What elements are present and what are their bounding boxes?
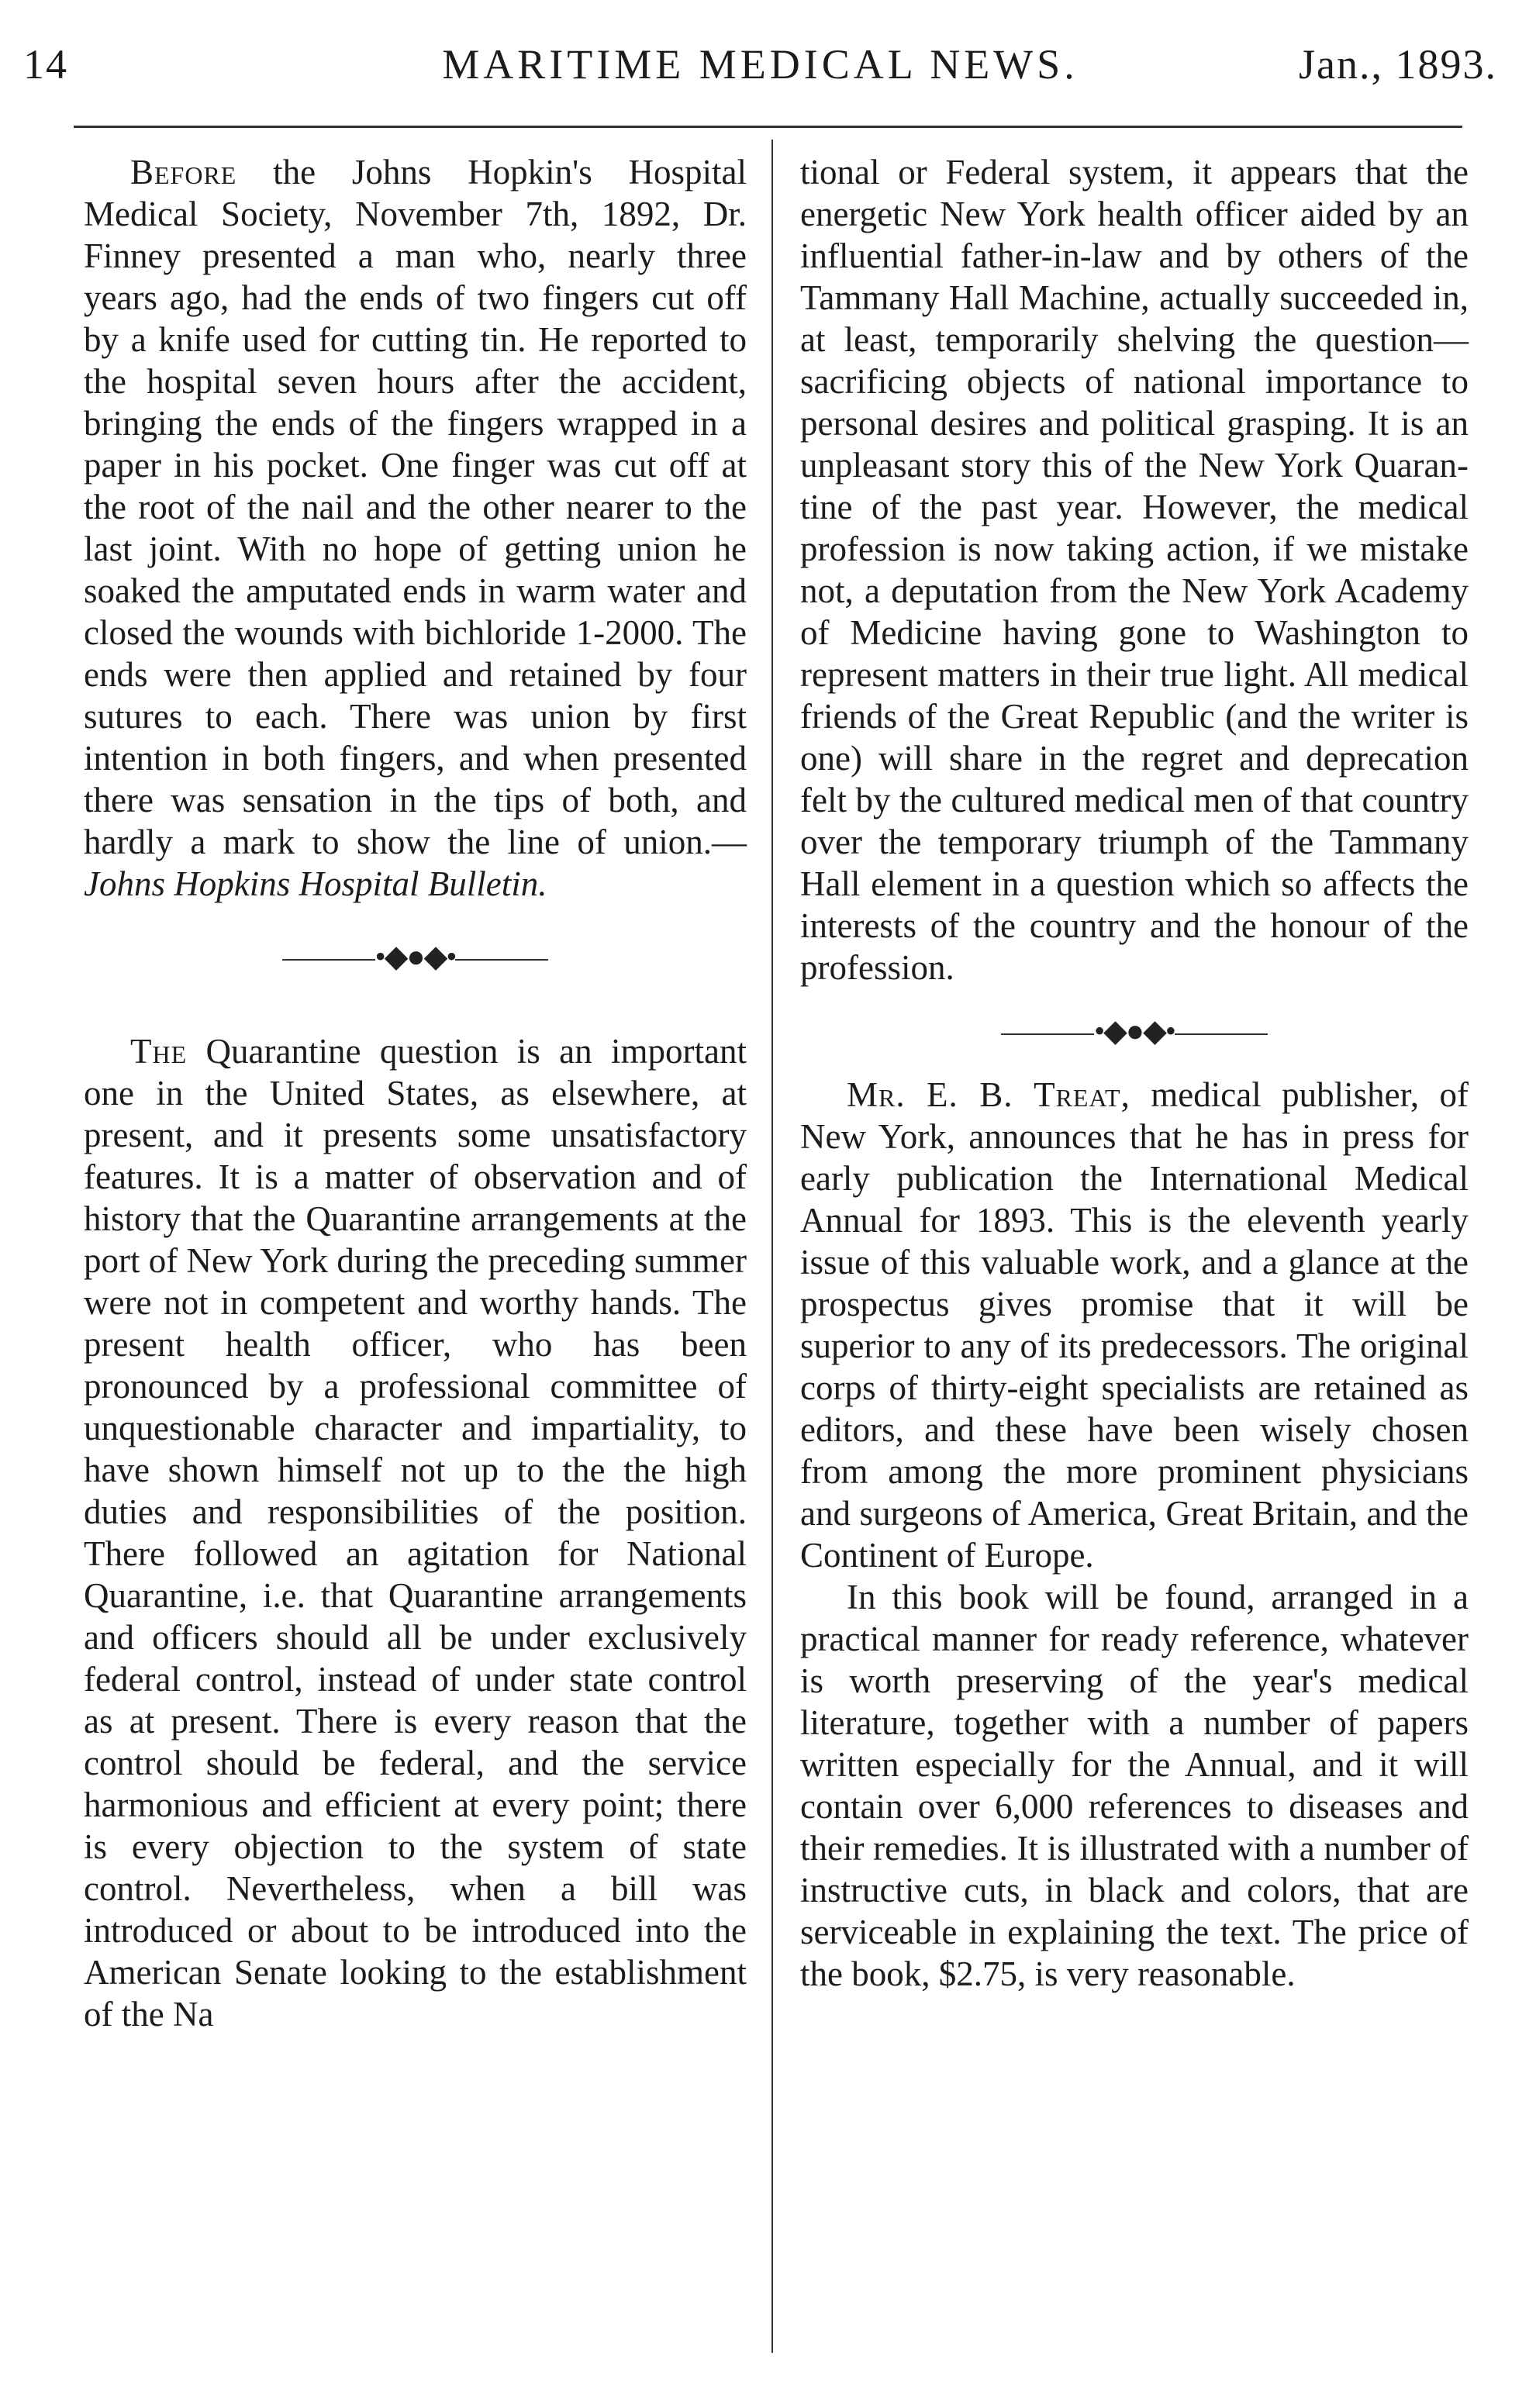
lead-words: Mr. E. B. Treat, [847,1075,1130,1114]
lead-word: The [130,1032,188,1071]
lead-word: Before [130,153,237,191]
article-body: medical publisher, of New York, announces that he has in press for early publication the International Medical Annual for 1893. This is the eleventh yearly issue of this valuable work, and a glance at the prospectus gives promise that it will be superior to any of its predecessors. The original corps of thirty-eight specialists are retained as editors, and these have been wisely chosen from among the more prominent physicians and surgeons of America, Great Britain, and the Continent of Europe. [800,1075,1469,1575]
section-ornament: •◆●◆• [800,1010,1469,1052]
section-ornament: •◆●◆• [84,936,747,978]
article-body: Quarantine question is an important one in the United States, as elsewhere, at present, and it presents some unsatisfactory features. It is a matter of observation and of history that the Quarantine arrangements at the port of New York during the preceding summer were not in competent and worthy hands. The present health officer, who has been pronounced by a professional committee of unquestionable character and impartiality, to have shown himself not up to the the high duties and responsibilities of the position. There followed an agitation for National Quarantine, i.e. that Quarantine arrangements and officers should all be under exclusively federal control, instead of under state control as at present. There is every reason that the control should be federal, and the service harmonious and efficient at every point; there is every objection to the system of state control. Nevertheless, when a bill was introduced or about to be introduced into the American Senate looking to the establishment of the Na [84,1032,747,2034]
left-column [84,151,747,2035]
article-body: the Johns Hopkin's Hospital Medical Society, November 7th, 1892, Dr. Finney presented a man who, nearly three years ago, had the ends of two fingers cut off by a knife used for cutting tin. He reported to the hospital seven hours after the accident, bringing the ends of the fingers wrapped in a paper in his pocket. One finger was cut off at the root of the nail and the other nearer to the last joint. With no hope of getting union he soaked the amputated ends in warm water and closed the wounds with bichloride 1-2000. The ends were then applied and retained by four sutures to each. There was union by first intention in both fingers, and when presented there was sensation in the tips of both, and hardly a mark to show the line of union.— [84,153,747,861]
issue-date: Jan., 1893. [1299,41,1497,88]
article-quarantine [84,1030,747,2035]
article-quarantine-continued: tional or Federal system, it appears that the energetic New York health officer aided by an influential father-in-law and by others of the Tammany Hall Machine, actually succeeded in, at least, temporarily shelving the question—sacrificing objects of national importance to personal desires and political grasping. It is an unpleasant story this of the New York Quarantine of the past year. However, the medical profession is now taking action, if we mistake not, a deputation from the New York Academy of Medicine having gone to Washington to represent matters in their true light. All medical friends of the Great Republic (and the writer is one) will share in the regret and deprecation felt by the cultured medical men of that country over the temporary triumph of the Tammany Hall element in a question which so affects the interests of the country and the honour of the profession. [800,153,1469,987]
article-finger-reattachment [84,151,747,905]
header-rule [74,126,1462,128]
column-divider [771,140,773,2353]
source-citation: Johns Hopkins Hospital Bulletin. [84,864,547,903]
journal-title: MARITIME MEDICAL NEWS. [442,41,1079,88]
right-column [800,151,1469,1995]
running-header [23,40,1497,102]
page-number: 14 [23,41,68,88]
article-medical-annual-para2: In this book will be found, arranged in a practical manner for ready reference, whatever is worth preserving of the year's medical literature, together with a number of papers written especially for the Annual, and it will contain over 6,000 references to diseases and their remedies. It is illustrated with a number of instructive cuts, in black and colors, that are serviceable in explaining the text. The price of the book, $2.75, is very reasonable. [800,1578,1469,1993]
article-medical-annual [800,1074,1469,1576]
